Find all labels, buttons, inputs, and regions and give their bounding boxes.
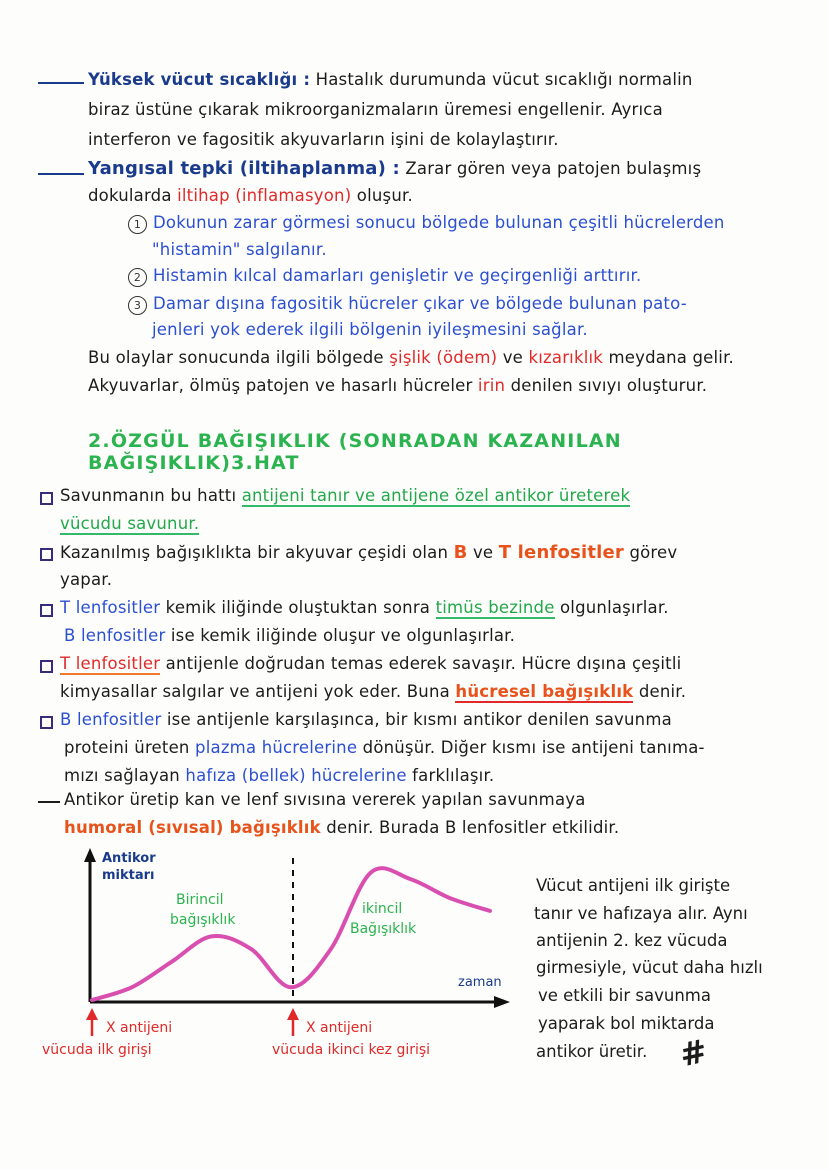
step-3-text: Damar dışına fagositik hücreler çıkar ve bölgede bulunan pato- [153,294,687,313]
b3-b-lymph: B lenfositler [64,626,166,645]
b4-text-e: denir. [638,682,687,701]
x-axis-label: zaman [458,975,502,990]
inflam-text-1: Zarar gören veya patojen bulaşmış [405,159,702,178]
humoral-line-1: Antikor üretip kan ve lenf sıvısına vererek yapılan savunmaya [64,790,586,809]
swelling-text: şişlik (ödem) [389,348,498,367]
bullet-1-icon [40,492,53,505]
b3-text-d: olgunlaşırlar. [560,598,669,617]
b4-t-lymph: T lenfositler [60,654,161,673]
bullet-5-line-3 [64,766,494,785]
step-2-text: Histamin kılcal damarları genişletir ve geçirgenliği arttırır. [153,266,642,285]
section-title: 2.ÖZGÜL BAĞIŞIKLIK (SONRADAN KAZANILAN BAĞIŞIKLIK)3.HAT [88,430,622,474]
b2-text-c: ve [472,543,494,562]
b4-text-b: antijenle doğrudan temas ederek savaşır. Hücre dışına çeşitli [165,654,682,673]
step-3-line-2: jenleri yok ederek ilgili bölgenin iyileşmesini sağlar. [152,320,588,339]
primary-label-2: bağışıklık [170,912,236,928]
humoral-text-c: denir. Burada B lenfositler etkilidir. [326,818,620,837]
memory-cells: hafıza (bellek) hücrelerine [185,766,407,785]
bullet-5-icon [40,716,53,729]
side-note-3: antijenin 2. kez vücuda [536,931,728,950]
plasma-cells: plazma hücrelerine [195,738,358,757]
bullet-5-line-2 [64,738,705,757]
bullet-2-line-2: yapar. [60,570,113,589]
b1-highlight: antijeni tanır ve antijene özel antikor üreterek [241,486,631,505]
second-entry-arrow-icon [287,1008,299,1020]
step-1-number: 1 [128,215,147,234]
bullet-2-line-1 [60,542,677,563]
b5-text-b: ise antijenle karşılaşınca, bir kısmı antikor denilen savunma [166,710,672,729]
bullet-3-line-1 [60,598,669,617]
b3-text-b: kemik iliğinde oluştuktan sonra [165,598,431,617]
humoral-dash [38,801,60,803]
b3-t-lymph: T lenfositler [60,598,161,617]
step-2-line-1 [128,266,641,287]
b5-text-f: mızı sağlayan [64,766,180,785]
side-note-5: ve etkili bir savunma [538,986,711,1005]
bullet-1-line-1 [60,486,630,505]
side-note-4: girmesiyle, vücut daha hızlı [536,958,763,977]
step-2-number: 2 [128,268,147,287]
bullet-2-icon [40,548,53,561]
primary-label-1: Birincil [176,892,224,908]
b5-text-c: proteini üreten [64,738,190,757]
antibody-chart [0,840,520,1070]
fever-line-1 [88,70,693,89]
b5-b-lymph: B lenfositler [60,710,162,729]
antibody-curve [92,868,490,1000]
pus-line [88,376,707,395]
fever-line-2: biraz üstüne çıkarak mikroorganizmaların üremesi engellenir. Ayrıca [88,100,663,119]
y-axis-label-2: miktarı [102,868,155,883]
b1-highlight-2: vücudu savunur. [60,514,200,533]
step-1-line-1 [128,213,725,234]
side-note-7: antikor üretir. [536,1042,648,1061]
b1-text-a: Savunmanın bu hattı [60,486,237,505]
second-entry-label-1: X antijeni [306,1020,373,1036]
b2-text-e: görev [629,543,678,562]
bullet-3-icon [40,604,53,617]
side-note-2: tanır ve hafızaya alır. Aynı [534,904,748,923]
bullet-3-line-2 [64,626,515,645]
b2-text-a: Kazanılmış bağışıklıkta bir akyuvar çeşidi olan [60,543,449,562]
inflam-title: Yangısal tepki (iltihaplanma) : [88,158,400,179]
fever-dash [38,82,84,84]
fever-text-1: Hastalık durumunda vücut sıcaklığı normalin [315,70,693,89]
bullet-5-line-1 [60,710,672,729]
b2-t-lymph: T lenfositler [498,542,625,563]
hash-mark-icon: # [676,1031,711,1075]
side-note-6: yaparak bol miktarda [538,1014,715,1033]
step-1-line-2: "histamin" salgılanır. [152,240,327,259]
first-entry-label-1: X antijeni [106,1020,173,1036]
secondary-label-2: Bağışıklık [350,921,417,937]
inflam-text-2c: oluşur. [356,186,413,205]
b4-text-c: kimyasallar salgılar ve antijeni yok eder. Buna [60,682,450,701]
result-text-c: ve [502,348,524,367]
b2-b-letter: B [453,542,468,563]
fever-line-3: interferon ve fagositik akyuvarların işini de kolaylaştırır. [88,130,559,149]
x-axis-arrow-icon [494,996,510,1008]
first-entry-arrow-icon [86,1008,98,1020]
step-3-line-1 [128,294,687,315]
result-text-a: Bu olaylar sonucunda ilgili bölgede [88,348,384,367]
y-axis-label-1: Antikor [102,851,156,866]
step-1-text: Dokunun zarar görmesi sonucu bölgede bulunan çeşitli hücrelerden [153,213,725,232]
b5-text-h: farklılaşır. [412,766,495,785]
humoral-immunity: humoral (sıvısal) bağışıklık [64,818,321,837]
inflam-dash [38,173,84,175]
step-3-number: 3 [128,296,147,315]
secondary-label-1: ikincil [362,901,403,917]
result-line [88,348,734,367]
pus-term: irin [477,376,506,395]
pus-text-a: Akyuvarlar, ölmüş patojen ve hasarlı hücreler [88,376,473,395]
inflam-line-1 [88,158,701,179]
second-entry-label-2: vücuda ikinci kez girişi [272,1042,431,1058]
fever-title: Yüksek vücut sıcaklığı : [88,70,311,89]
bullet-4-line-2 [60,682,686,701]
b3-thymus: timüs bezinde [435,598,555,617]
cellular-immunity: hücresel bağışıklık [455,682,634,701]
b3-text-f: ise kemik iliğinde oluşur ve olgunlaşırlar. [170,626,516,645]
inflam-highlight: iltihap (inflamasyon) [177,186,352,205]
pus-text-c: denilen sıvıyı oluşturur. [510,376,708,395]
y-axis-arrow-icon [84,848,96,862]
humoral-line-2 [64,818,619,837]
inflam-text-2a: dokularda [88,186,172,205]
inflam-line-2 [88,186,413,205]
side-note-1: Vücut antijeni ilk girişte [536,876,731,895]
first-entry-label-2: vücuda ilk girişi [42,1042,152,1058]
bullet-4-icon [40,660,53,673]
redness-text: kızarıklık [528,348,604,367]
bullet-1-line-2 [60,514,199,533]
result-text-e: meydana gelir. [608,348,734,367]
bullet-4-line-1 [60,654,681,673]
b5-text-e: dönüşür. Diğer kısmı ise antijeni tanıma- [362,738,705,757]
